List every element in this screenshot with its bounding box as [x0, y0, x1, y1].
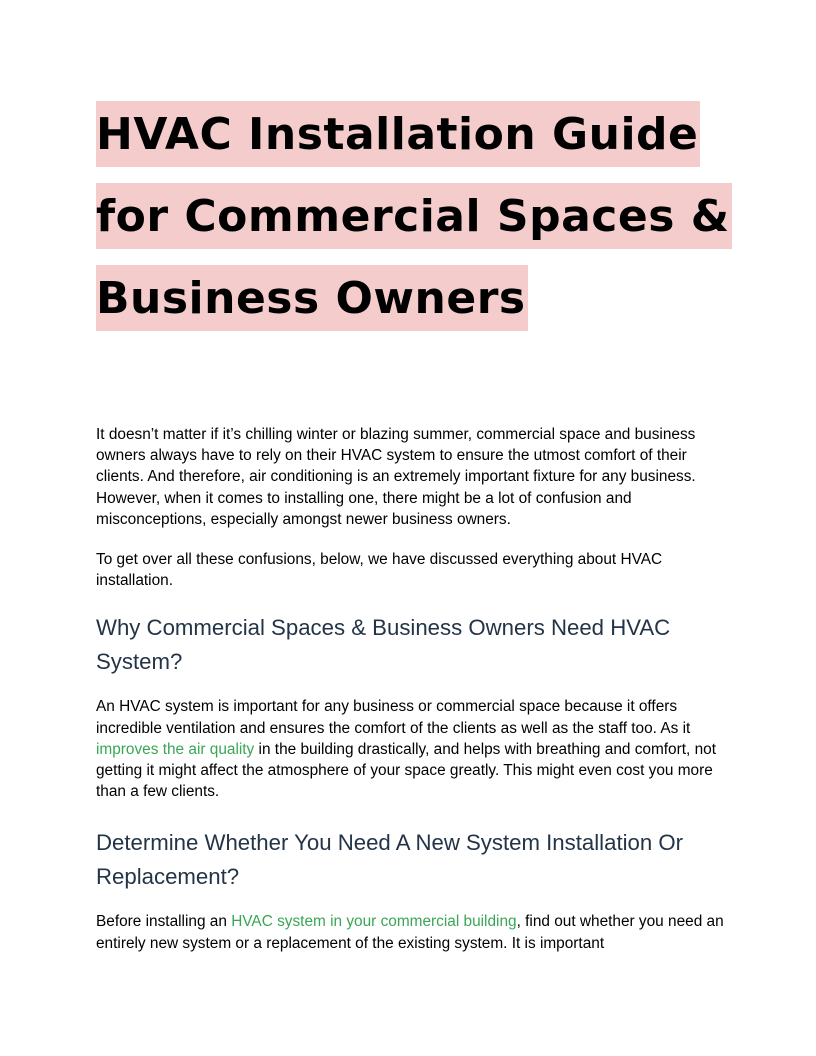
document-title [96, 96, 730, 337]
intro-paragraph: It doesn’t matter if it’s chilling winter or blazing summer, commercial space and business owners always have to rely on their HVAC system to ensure the utmost comfort of their clients. And therefore, air conditioning is an extremely important fixture for any business. However, when it comes to installing one, there might be a lot of confusion and misconceptions, especially amongst newer business owners. [96, 426, 696, 528]
document-page [96, 96, 730, 954]
paragraph-text: in the building drastically, and helps with breathing and comfort, not getting it might affect the atmosphere of your space greatly. This might even cost you more than a few clients. [96, 740, 716, 801]
paragraph-text: , find out whether you need an entirely new system or a replacement of the existing system. It is important [96, 913, 724, 952]
overview-paragraph: To get over all these confusions, below, we have discussed everything about HVAC installation. [96, 551, 663, 590]
section-heading-why-hvac: Why Commercial Spaces & Business Owners Need HVAC System? [96, 615, 671, 675]
hvac-commercial-building-link[interactable]: HVAC system in your commercial building [231, 913, 517, 931]
title-line-2: for Commercial Spaces & [96, 183, 732, 249]
paragraph-text: Before installing an [96, 913, 232, 931]
title-line-3: Business Owners [96, 265, 528, 331]
air-quality-link[interactable]: improves the air quality [96, 740, 255, 758]
paragraph-text: An HVAC system is important for any business or commercial space because it offers incredible ventilation and ensures the comfort of the clients as well as the staff too. As it [96, 698, 691, 737]
section-paragraph-why-hvac [96, 696, 726, 802]
section-paragraph-new-or-replacement [96, 911, 726, 953]
section-heading-new-or-replacement: Determine Whether You Need A New System Installation Or Replacement? [96, 830, 684, 890]
title-line-1: HVAC Installation Guide [96, 101, 700, 167]
